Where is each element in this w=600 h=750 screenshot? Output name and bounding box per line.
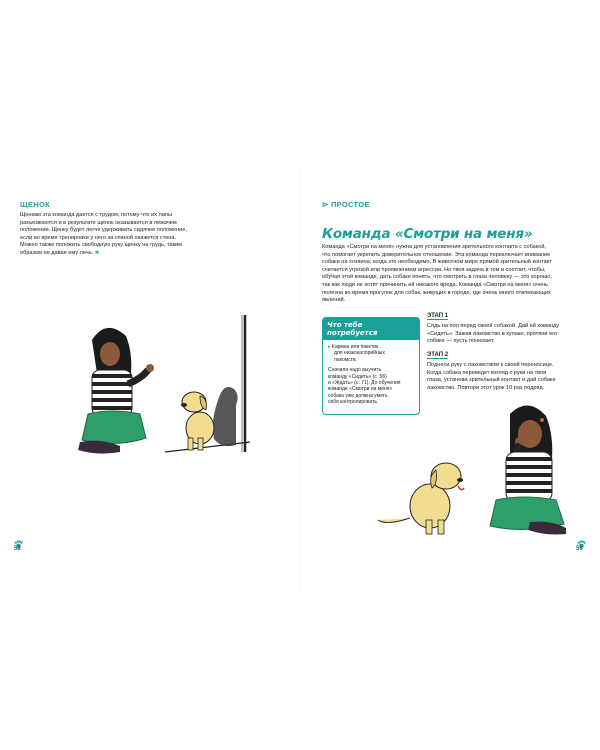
- page-number-right: 59: [576, 546, 583, 552]
- text-line: собаки на хозяина, когда это необходимо. В животном мире прямой зрительный контакт: [322, 259, 552, 266]
- text-line: Команда «Смотри на меня» нужна для установления зрительного контакта с собакой,: [322, 244, 547, 250]
- requirements-heading: Что тебе потребуется: [323, 318, 419, 340]
- illustration-girl-dog-eye-contact: [370, 400, 585, 540]
- text-line: положении. Щенку будет легче удерживать сидячее положение,: [20, 227, 187, 234]
- section-label-puppy: ЩЕНОК: [20, 200, 50, 209]
- text-line: Щенкам эта команда дается с трудом, потому что их лапы: [20, 212, 172, 218]
- text-line: обучая этой команде, дать собаке понять, что смотреть в глаза человеку — это хорошо,: [322, 274, 552, 281]
- step-2-heading: ЭТАП 2: [427, 352, 449, 358]
- text-line: считается угрозой или проявлением агрессии. Но твоя задача в том и состоит, чтобы,: [322, 266, 546, 273]
- text-line: так как люди не хотят причинить ей никакого вреда. Команда «Смотри на меня» очень: [322, 281, 548, 288]
- page-number-left: 58: [14, 546, 21, 552]
- step-1-text: Сядь на пол перед своей собакой. Дай ей команду «Сидеть». Зажав лакомство в кулаке, протяни его собаке — пусть понюхает.: [427, 323, 560, 345]
- requirements-note: Сначала надо выучить команду «Сидеть» (с. 56) и «Ждать» (с. 71). До обучения команде «Смотри на меня» собака уже должна уметь себя контролировать.: [328, 367, 401, 406]
- text-line: Можно также положить свободную руку щенку на грудь, таким: [20, 242, 183, 249]
- bullet-arrow-icon: ▸: [328, 344, 331, 350]
- text-line: образом не давая ему лечь. ❀: [20, 249, 100, 256]
- illustration-girl-puppy-wall: [70, 310, 260, 460]
- intro-paragraph: [322, 244, 584, 305]
- page-title: Команда «Смотри на меня»: [322, 226, 533, 242]
- puppy-paragraph: [20, 212, 280, 258]
- difficulty-label: ⊳ ПРОСТОЕ: [322, 200, 370, 209]
- text-line: что помогает укрепить доверительное отношение. Эта команда переключает внимание: [322, 251, 551, 258]
- step-1-heading: ЭТАП 1: [427, 313, 449, 319]
- paw-icon: ❀: [94, 249, 100, 256]
- step-2-text: Поднеси руку с лакомством к своей переносице. Когда собака переведет взгляд с руки на твои глаза, установи зрительный контакт и дай собаке лакомство. Повтори этот урок 10 раз подряд.: [427, 362, 556, 391]
- text-line: разъезжаются и в результате щенок оказывается в лежачем: [20, 219, 177, 226]
- text-line: явлений.: [322, 297, 346, 304]
- text-line: полезна во время прогулок для собак, живущих в городе, где очень много отвлекающих: [322, 289, 551, 296]
- text-line: если во время тренировки у него за спиной окажется стена.: [20, 234, 177, 241]
- arrow-icon: ⊳: [322, 200, 329, 209]
- requirements-item: ▸ Карман или пакетик для низкокалорийных лакомств.: [328, 344, 385, 363]
